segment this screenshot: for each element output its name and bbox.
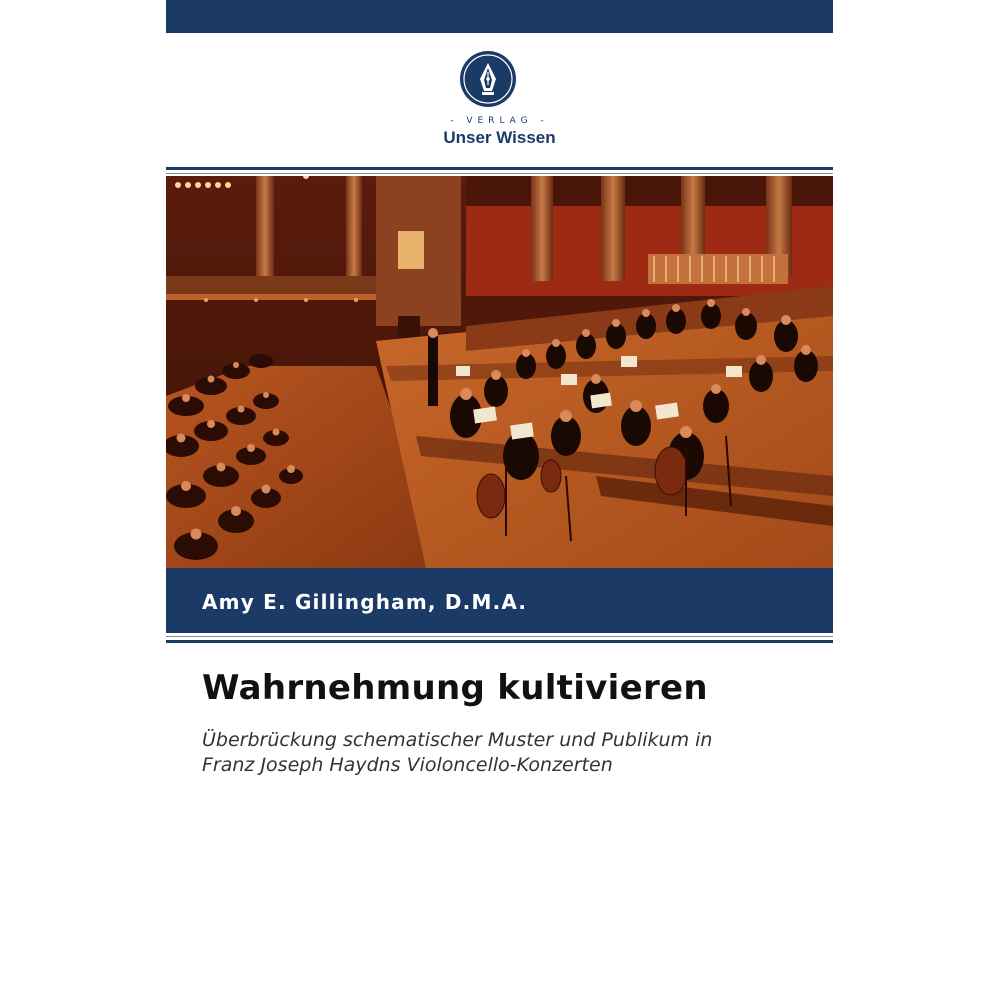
divider-bottom — [166, 640, 833, 643]
publisher-name: Unser Wissen — [443, 128, 556, 147]
publisher-verlag-label: - VERLAG - — [450, 116, 549, 126]
top-navy-band — [166, 0, 833, 33]
divider-top — [166, 167, 833, 170]
author-name: Amy E. Gillingham, D.M.A. — [202, 590, 528, 614]
concert-hall-illustration — [166, 176, 833, 568]
author-band — [166, 568, 833, 633]
divider-top-thin — [166, 173, 833, 174]
divider-bottom-thin — [166, 636, 833, 637]
book-subtitle — [202, 728, 822, 778]
orchestra-concert-hall-photo — [166, 176, 833, 568]
book-cover — [166, 0, 833, 1000]
book-title: Wahrnehmung kultivieren — [202, 668, 708, 708]
subtitle-line-1: Überbrückung schematischer Muster und Publikum in — [202, 729, 713, 751]
publisher-logo — [166, 46, 833, 156]
fountain-pen-nib-icon — [459, 50, 517, 108]
subtitle-line-2: Franz Joseph Haydns Violoncello-Konzerten — [202, 754, 613, 776]
